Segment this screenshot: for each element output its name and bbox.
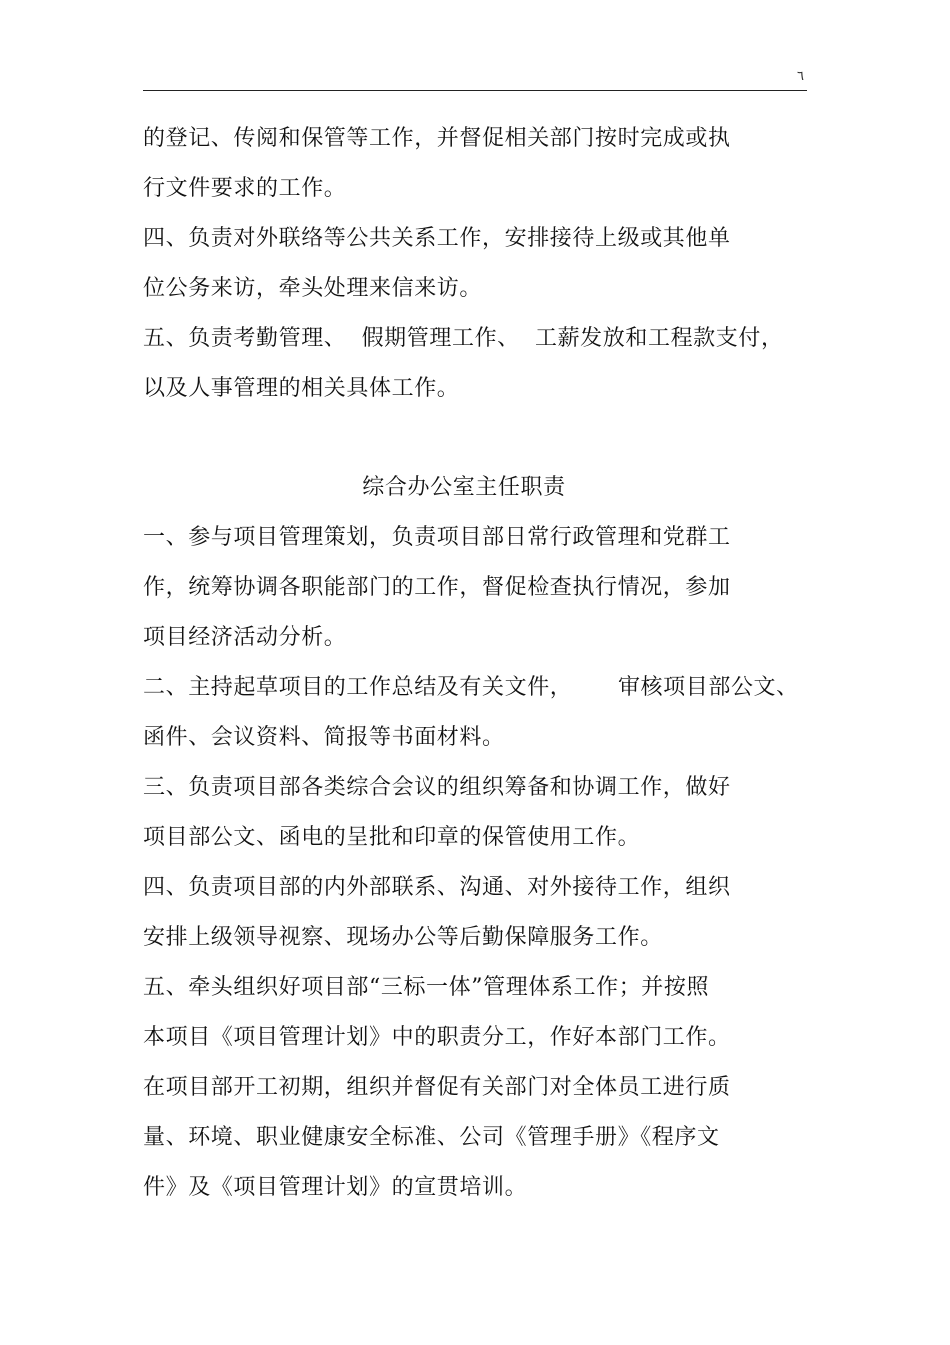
- section-before: [143, 114, 807, 414]
- text-line: 安排上级领导视察、现场办公等后勤保障服务工作。: [143, 925, 663, 950]
- text-line: 函件、会议资料、简报等书面材料。: [143, 725, 505, 750]
- text-line: 五、牵头组织好项目部“三标一体”管理体系工作；并按照: [143, 975, 710, 1000]
- text-line: 作，统筹协调各职能部门的工作，督促检查执行情况，参加: [143, 575, 731, 600]
- text-line: 一、参与项目管理策划，负责项目部日常行政管理和党群工: [143, 525, 731, 550]
- section-gap: [143, 414, 807, 463]
- text-line: 以及人事管理的相关具体工作。: [143, 376, 460, 401]
- text-line: 三、负责项目部各类综合会议的组织筹备和协调工作，做好: [143, 775, 731, 800]
- text-line: 在项目部开工初期，组织并督促有关部门对全体员工进行质: [143, 1075, 731, 1100]
- text-line: 四、负责对外联络等公共关系工作，安排接待上级或其他单: [143, 226, 731, 251]
- text-line: 项目部公文、函电的呈批和印章的保管使用工作。: [143, 825, 641, 850]
- section-title: 综合办公室主任职责: [362, 475, 566, 500]
- text-line: 量、环境、职业健康安全标准、公司《管理手册》《程序文: [143, 1125, 720, 1150]
- text-line: 四、负责项目部的内外部联系、沟通、对外接待工作，组织: [143, 875, 731, 900]
- text-line: 二、主持起草项目的工作总结及有关文件， 审核项目部公文、: [143, 675, 799, 700]
- text-line: 项目经济活动分析。: [143, 625, 347, 650]
- page-mark: ٦: [797, 69, 804, 84]
- document-body: [143, 114, 807, 1213]
- text-line: 位公务来访，牵头处理来信来访。: [143, 276, 483, 301]
- text-line: 件》及《项目管理计划》的宣贯培训。: [143, 1175, 528, 1200]
- text-line: 行文件要求的工作。: [143, 176, 347, 201]
- header-rule: [143, 90, 807, 91]
- text-line: 本项目《项目管理计划》中的职责分工，作好本部门工作。: [143, 1025, 731, 1050]
- section-main: [143, 463, 807, 1213]
- text-line: 的登记、传阅和保管等工作，并督促相关部门按时完成或执: [143, 126, 731, 151]
- text-line: 五、负责考勤管理、 假期管理工作、 工薪发放和工程款支付，: [143, 326, 784, 351]
